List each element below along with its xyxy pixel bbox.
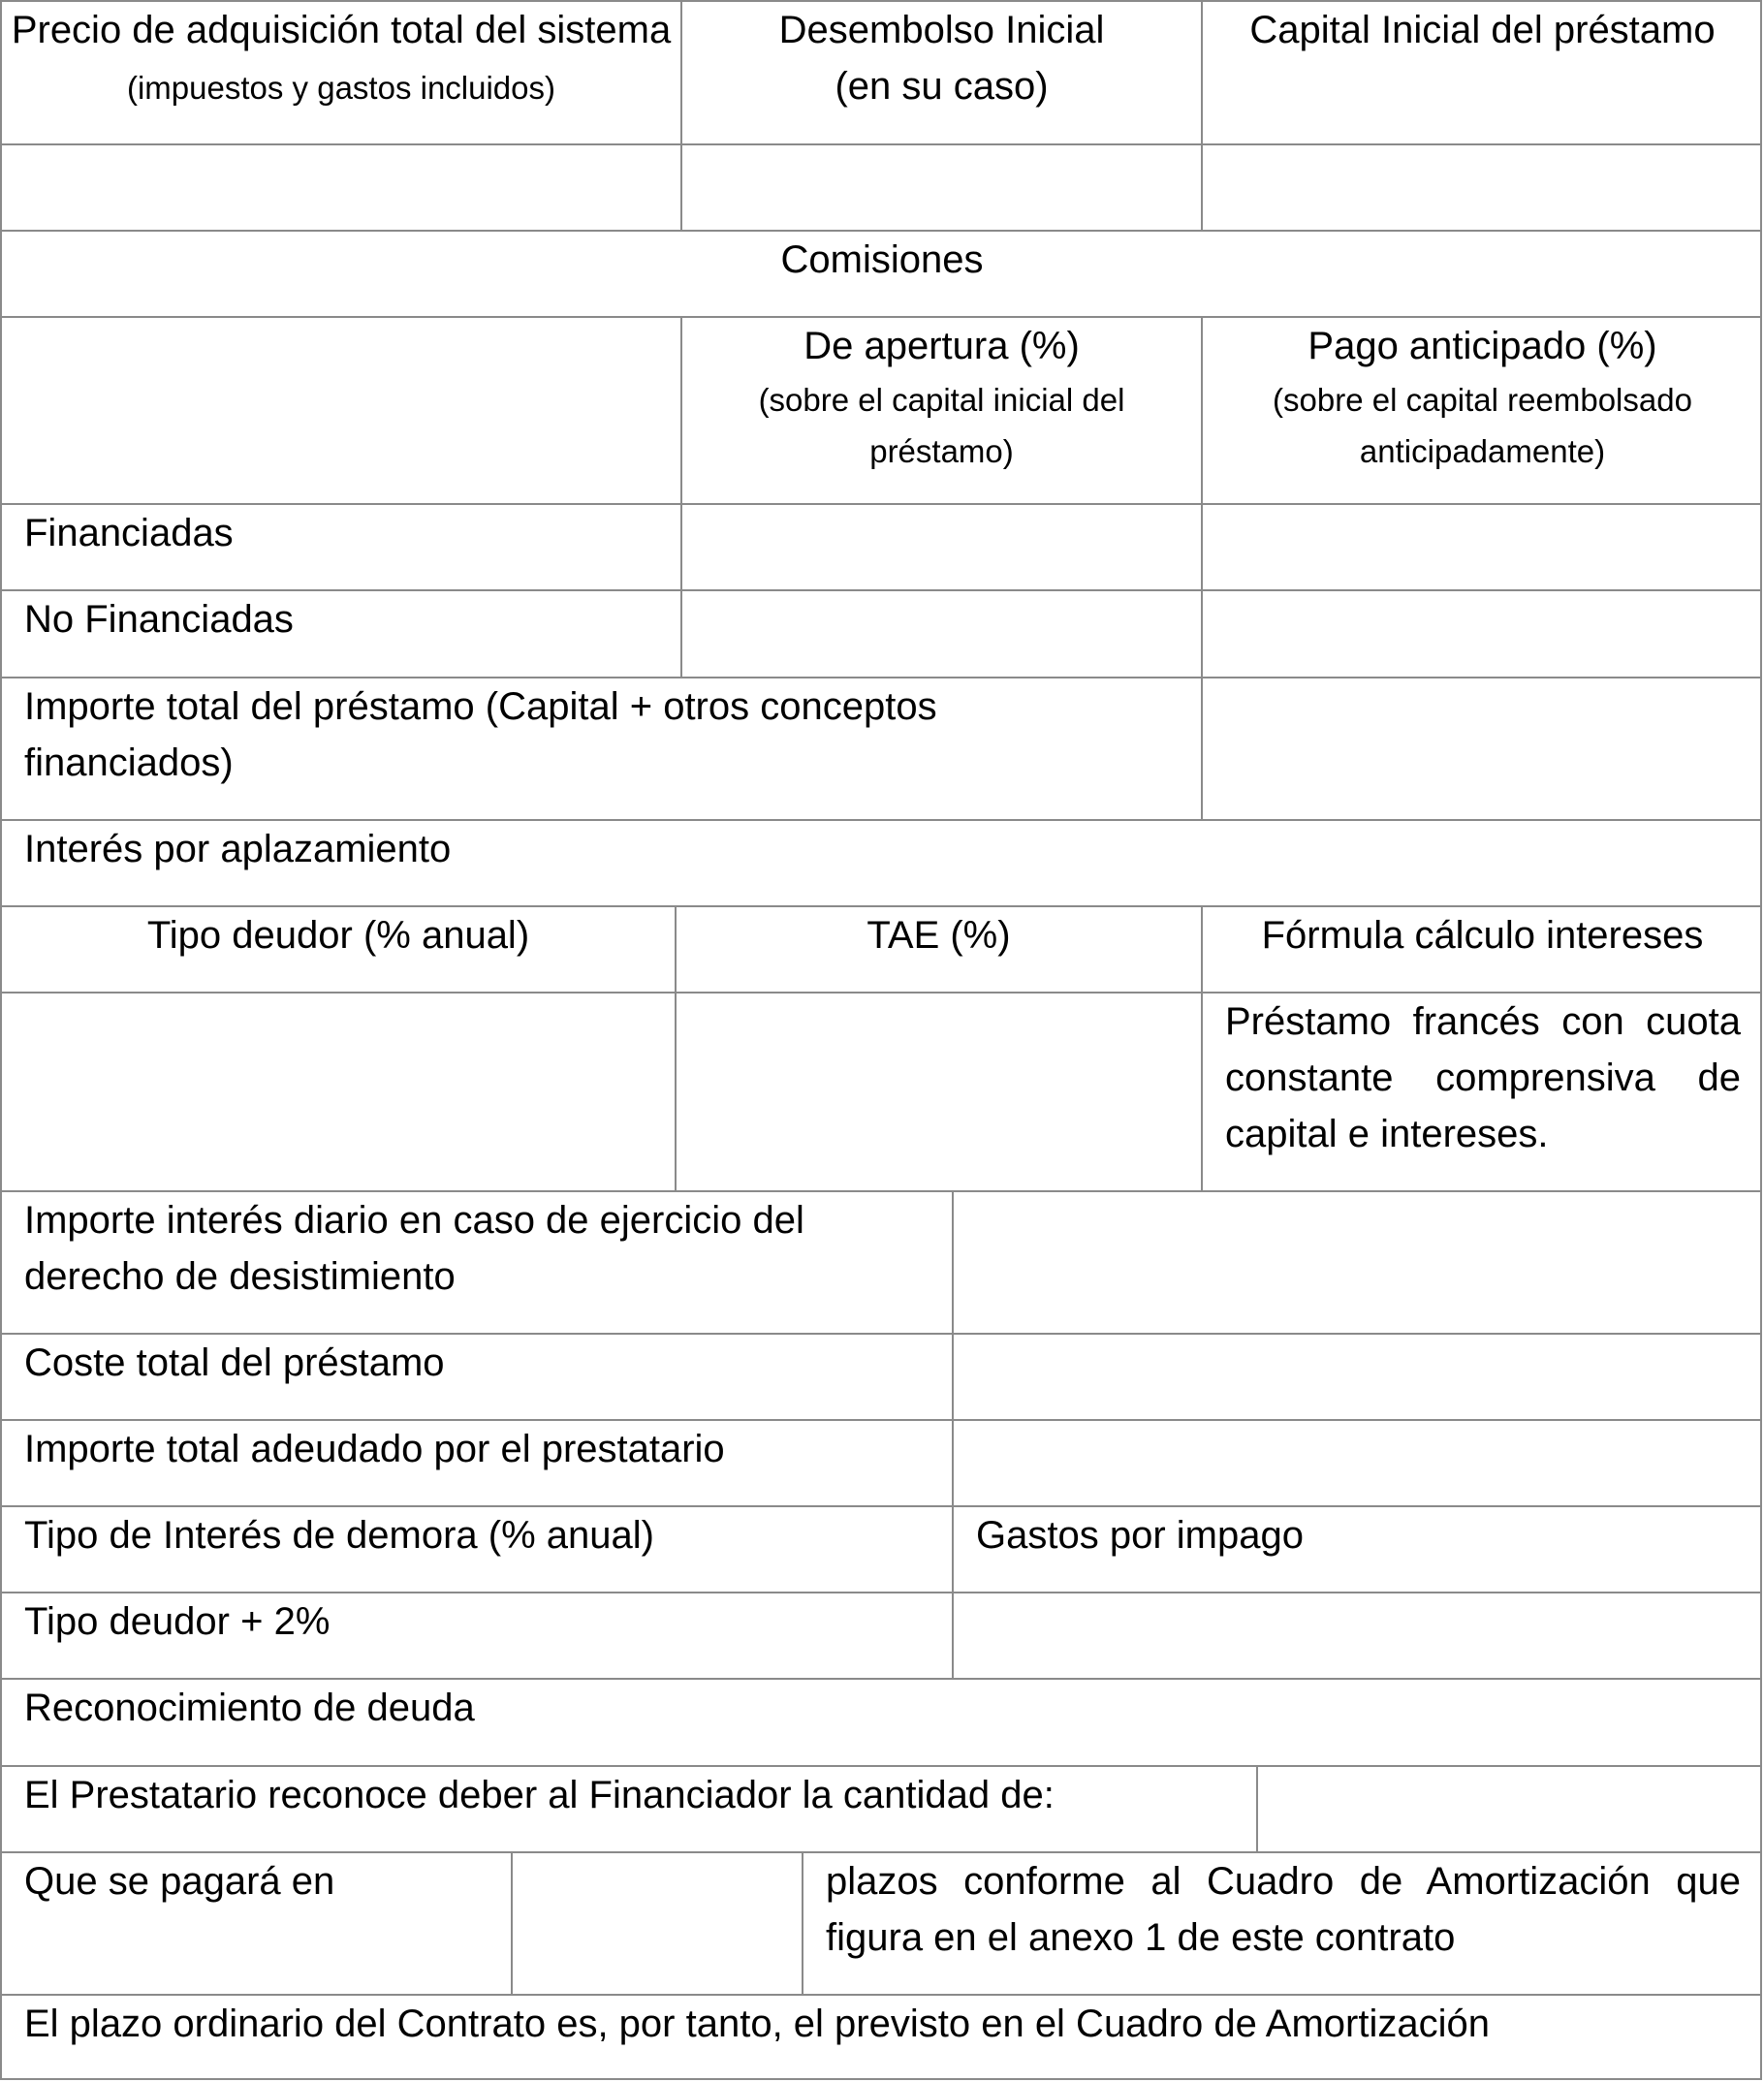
desembolso-inicial-value[interactable] [682, 145, 1201, 230]
numero-plazos-value[interactable] [513, 1853, 802, 1994]
financiadas-anticipado-value[interactable] [1203, 505, 1762, 589]
comision-anticipado-header [1203, 318, 1762, 503]
apertura-sublabel: (sobre el capital inicial del préstamo) [758, 382, 1125, 469]
importe-total-value[interactable] [1203, 678, 1762, 819]
interes-diario-value[interactable] [954, 1192, 1762, 1333]
apertura-label: De apertura (%) [803, 325, 1080, 367]
precio-adquisicion-sublabel: (impuestos y gastos incluidos) [126, 70, 556, 106]
header-capital-inicial: Capital Inicial del préstamo [1249, 9, 1716, 51]
financiadas-apertura-value[interactable] [682, 505, 1201, 589]
capital-inicial-value[interactable] [1203, 145, 1762, 230]
anticipado-sublabel: (sobre el capital reembolsado anticipadamente) [1273, 382, 1692, 469]
no-financiadas-apertura-value[interactable] [682, 591, 1201, 677]
formula-value: Préstamo francés con cuota constante comprensiva de capital e intereses. [1225, 1000, 1741, 1155]
comision-apertura-header [682, 318, 1201, 503]
no-financiadas-label: No Financiadas [24, 598, 294, 641]
desembolso-sublabel: (en su caso) [835, 65, 1049, 108]
comisiones-title: Comisiones [780, 238, 984, 281]
tipo-demora-label: Tipo de Interés de demora (% anual) [24, 1514, 654, 1557]
pagara-en-label: Que se pagará en [24, 1860, 335, 1903]
reconocimiento-deuda-title: Reconocimiento de deuda [24, 1687, 475, 1729]
importe-adeudado-label: Importe total adeudado por el prestatario [24, 1428, 725, 1470]
formula-header: Fórmula cálculo intereses [1261, 914, 1704, 957]
coste-total-value[interactable] [954, 1335, 1762, 1419]
interes-aplazamiento-title: Interés por aplazamiento [24, 828, 452, 870]
header-desembolso-inicial [682, 2, 1201, 143]
plazo-ordinario-label: El plazo ordinario del Contrato es, por tanto, el previsto en el Cuadro de Amortización [24, 2003, 1490, 2045]
gastos-impago-label: Gastos por impago [976, 1514, 1304, 1557]
precio-adquisicion-value[interactable] [2, 145, 680, 230]
tipo-deudor-plus-label: Tipo deudor + 2% [24, 1600, 331, 1643]
tipo-deudor-value[interactable] [2, 994, 675, 1190]
gastos-impago-value[interactable] [954, 1593, 1762, 1678]
interes-diario-label: Importe interés diario en caso de ejercicio del derecho de desistimiento [24, 1199, 804, 1298]
financiadas-label: Financiadas [24, 512, 234, 554]
desembolso-label: Desembolso Inicial [778, 9, 1105, 51]
no-financiadas-anticipado-value[interactable] [1203, 591, 1762, 677]
coste-total-label: Coste total del préstamo [24, 1341, 445, 1384]
plazos-label: plazos conforme al Cuadro de Amortización que figura en el anexo 1 de este contrato [826, 1860, 1741, 1959]
precio-adquisicion-label: Precio de adquisición total del sistema [11, 9, 672, 51]
importe-total-label: Importe total del préstamo (Capital + otros conceptos financiados) [24, 685, 937, 784]
importe-adeudado-value[interactable] [954, 1421, 1762, 1505]
reconoce-deber-label: El Prestatario reconoce deber al Financiador la cantidad de: [24, 1774, 1055, 1816]
tae-value[interactable] [677, 994, 1201, 1190]
cantidad-deuda-value[interactable] [1258, 1767, 1762, 1851]
tae-header: TAE (%) [866, 914, 1011, 957]
anticipado-label: Pago anticipado (%) [1307, 325, 1657, 367]
header-precio-adquisicion [2, 2, 680, 143]
tipo-deudor-header: Tipo deudor (% anual) [146, 914, 530, 957]
